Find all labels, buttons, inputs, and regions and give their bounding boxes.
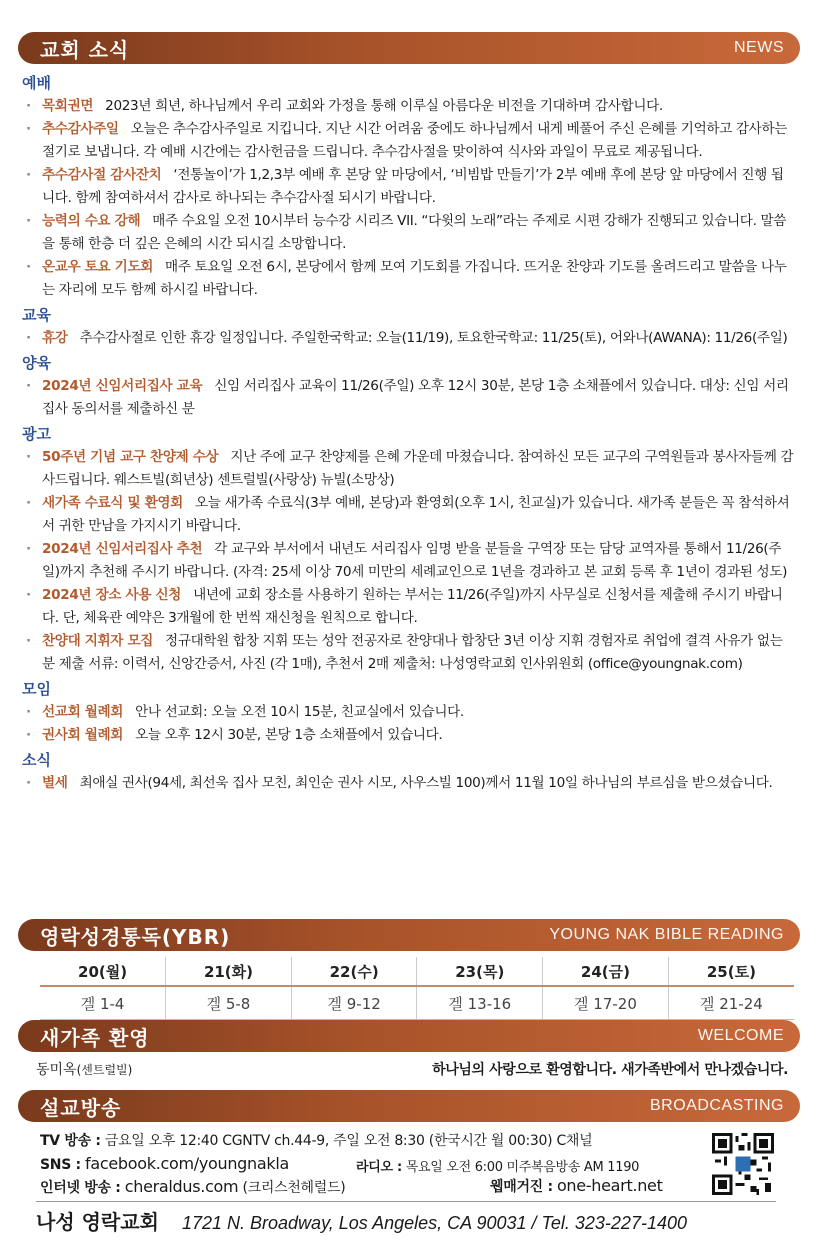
news-item-title: 권사회 월례회 [42,727,124,743]
tv-line [40,1130,592,1150]
news-item-text: ‘전통놀이’가 1,2,3부 예배 후 본당 앞 마당에서, ‘비빔밥 만들기’가 2부 예배 후에 본당 앞 마당에서 진행 됩니다. 함께 참여하셔서 감사로 하나되는 추수감사절 되시기 바랍니다. [42,167,784,206]
broadcast-title: 설교방송 [40,1095,122,1120]
news-item [22,630,796,676]
news-item-title: 추수감사절 감사잔치 [42,167,162,183]
news-item [22,492,796,538]
bullet-icon: · [26,98,31,114]
news-item [22,584,796,630]
ybr-day: 21(화) [166,957,292,986]
news-category: 교육 [22,306,51,324]
church-name: 나성 영락교회 [36,1210,159,1234]
news-item-text: 오늘은 추수감사주일로 지킵니다. 지난 시간 어려움 중에도 하나님께서 내게 베풀어 주신 은혜를 기억하고 감사하는 절기로 보냅니다. 각 예배 시간에는 감사헌금을 드립니다. 추수감사절을 맞이하여 식사와 과일이 무료로 제공됩니다. [42,121,788,160]
radio-label: 라디오 : [356,1160,402,1175]
ybr-reading: 겔 9-12 [291,986,417,1020]
welcome-message: 하나님의 사랑으로 환영합니다. 새가족반에서 만나겠습니다. [432,1062,788,1078]
news-item [22,164,796,210]
news-item [22,446,796,492]
news-item-text: 신임 서리집사 교육이 11/26(주일) 오후 12시 30분, 본당 1층 소채플에서 있습니다. 대상: 신임 서리집사 동의서를 제출하신 분 [42,378,789,417]
news-item-text: 지난 주에 교구 찬양제를 은혜 가운데 마쳤습니다. 참여하신 모든 교구의 구역원들과 봉사자들께 감사드립니다. 웨스트빌(희년상) 센트럴빌(사랑상) 뉴빌(소망상) [42,449,794,488]
ybr-reading: 겔 13-16 [417,986,543,1020]
news-item-text: 각 교구와 부서에서 내년도 서리집사 임명 받을 분들을 구역장 또는 담당 교역자를 통해서 11/26(주일)까지 추천해 주시기 바랍니다. (자격: 25세 이상 70세 미만의 세례교인으로 1년을 경과하고 본 교회 등록 후 1년이 경과된 성도) [42,541,788,580]
news-item-title: 새가족 수료식 및 환영회 [42,495,183,511]
radio-text: 목요일 오전 6:00 미주복음방송 AM 1190 [405,1160,640,1175]
qr-code-icon[interactable] [712,1133,774,1195]
news-item-title: 찬양대 지휘자 모집 [42,633,154,649]
news-item [22,701,796,724]
news-category: 예배 [22,74,51,92]
ybr-day: 20(월) [40,957,166,986]
ybr-day: 25(토) [668,957,794,986]
news-item-text: 매주 수요일 오전 10시부터 능수강 시리즈 VII. “다윗의 노래”라는 주제로 시편 강해가 진행되고 있습니다. 말씀을 통해 한층 더 깊은 은혜의 시간 되시길 소망합니다. [42,213,787,252]
news-item-title: 50주년 기념 교구 찬양제 수상 [42,449,219,465]
ybr-day: 22(수) [291,957,417,986]
news-item [22,375,796,421]
news-item-title: 별세 [42,775,68,791]
news-item-title: 2024년 신임서리집사 교육 [42,378,203,394]
bullet-icon: · [26,633,31,649]
welcome-eng: WELCOME [697,1027,784,1044]
internet-note: (크리스천헤럴드) [242,1180,346,1196]
welcome-title: 새가족 환영 [40,1025,150,1050]
news-title: 교회 소식 [40,37,130,62]
bullet-icon: · [26,167,31,183]
ybr-title: 영락성경통독(YBR) [40,924,231,949]
news-item [22,210,796,256]
newcomer-name [36,1059,132,1079]
ybr-reading: 겔 5-8 [166,986,292,1020]
internet-line [40,1177,345,1197]
web-link[interactable]: one-heart.net [556,1176,663,1195]
news-item [22,95,796,118]
tv-text: 금요일 오후 12:40 CGNTV ch.44-9, 주일 오전 8:30 (한국시간 월 00:30) C채널 [104,1133,593,1149]
news-banner [18,32,800,64]
news-item-text: 추수감사절로 인한 휴강 일정입니다. 주일한국학교: 오늘(11/19), 토요한국학교: 11/25(토), 어와나(AWANA): 11/26(주일) [79,330,788,346]
news-item-text: 안나 선교회: 오늘 오전 10시 15분, 친교실에서 있습니다. [135,704,464,720]
news-item [22,256,796,302]
broadcast-banner [18,1090,800,1122]
news-list [22,70,796,795]
news-item-title: 선교회 월례회 [42,704,124,720]
news-category: 소식 [22,751,51,769]
radio-line [356,1156,639,1175]
news-item-title: 2024년 신임서리집사 추천 [42,541,203,557]
news-item-text: 오늘 새가족 수료식(3부 예배, 본당)과 환영회(오후 1시, 친교실)가 있습니다. 새가족 분들은 꼭 참석하셔서 귀한 만남을 가지시기 바랍니다. [42,495,790,534]
welcome-banner [18,1020,800,1052]
news-item [22,118,796,164]
news-item-text: 정규대학원 합창 지휘 또는 성악 전공자로 찬양대나 합창단 3년 이상 지휘 경험자로 취업에 결격 사유가 없는 분 제출 서류: 이력서, 신앙간증서, 사진 (각 1매), 추천서 2매 제출처: 나성영락교회 인사위원회 (office@youngnak.com) [42,633,783,672]
newcomer-name-text: 동미옥 [36,1062,77,1078]
ybr-eng: YOUNG NAK BIBLE READING [549,926,784,943]
news-item-title: 추수감사주일 [42,121,119,137]
news-item-text: 내년에 교회 장소를 사용하기 원하는 부서는 11/26(주일)까지 사무실로 신청서를 제출해 주시기 바랍니다. 단, 체육관 예약은 3개월에 한 번씩 재신청을 원칙으로 합니다. [42,587,783,626]
ybr-day: 23(목) [417,957,543,986]
bullet-icon: · [26,213,31,229]
web-line [490,1176,663,1196]
news-item-title: 목회권면 [42,98,94,114]
sns-line [40,1154,289,1173]
bullet-icon: · [26,121,31,137]
news-item-title: 2024년 장소 사용 신청 [42,587,182,603]
internet-label: 인터넷 방송 : [40,1180,121,1196]
news-item-text: 최애실 권사(94세, 최선욱 집사 모친, 최인순 권사 시모, 사우스빌 100)께서 11월 10일 하나님의 부르심을 받으셨습니다. [79,775,773,791]
news-category: 모임 [22,680,51,698]
internet-link[interactable]: cheraldus.com [124,1177,239,1196]
news-item-text: 2023년 희년, 하나님께서 우리 교회와 가정을 통해 이루실 아름다운 비전을 기대하며 감사합니다. [105,98,663,114]
footer [36,1201,776,1235]
church-address: 1721 N. Broadway, Los Angeles, CA 90031 / Tel. 323-227-1400 [181,1213,687,1233]
bullet-icon: · [26,378,31,394]
broadcast-eng: BROADCASTING [649,1097,784,1114]
news-item-text: 오늘 오후 12시 30분, 본당 1층 소채플에서 있습니다. [135,727,443,743]
news-item-title: 휴강 [42,330,68,346]
news-item [22,724,796,747]
bullet-icon: · [26,330,31,346]
news-item [22,538,796,584]
bullet-icon: · [26,775,31,791]
web-label: 웹매거진 : [490,1179,553,1195]
news-eng: NEWS [734,39,784,56]
ybr-reading: 겔 17-20 [543,986,669,1020]
tv-label: TV 방송 : [40,1133,101,1149]
ybr-reading: 겔 1-4 [40,986,166,1020]
bullet-icon: · [26,587,31,603]
ybr-day: 24(금) [543,957,669,986]
bullet-icon: · [26,704,31,720]
bullet-icon: · [26,495,31,511]
sns-label: SNS : [40,1157,81,1173]
newcomer-ville: (센트럴빌) [76,1063,133,1077]
news-item-title: 능력의 수요 강해 [42,213,141,229]
bullet-icon: · [26,449,31,465]
news-item [22,772,796,795]
news-item-text: 매주 토요일 오전 6시, 본당에서 함께 모여 기도회를 가집니다. 뜨거운 찬양과 기도를 올려드리고 말씀을 나누는 자리에 모두 함께 하시길 바랍니다. [42,259,787,298]
bullet-icon: · [26,541,31,557]
ybr-table [40,957,794,1020]
sns-link[interactable]: facebook.com/youngnakla [85,1154,289,1173]
ybr-banner [18,919,800,951]
ybr-reading: 겔 21-24 [668,986,794,1020]
bullet-icon: · [26,727,31,743]
welcome-row [36,1059,788,1079]
news-category: 광고 [22,425,51,443]
news-item-title: 온교우 토요 기도회 [42,259,154,275]
news-item [22,327,796,350]
news-category: 양육 [22,354,51,372]
bullet-icon: · [26,259,31,275]
